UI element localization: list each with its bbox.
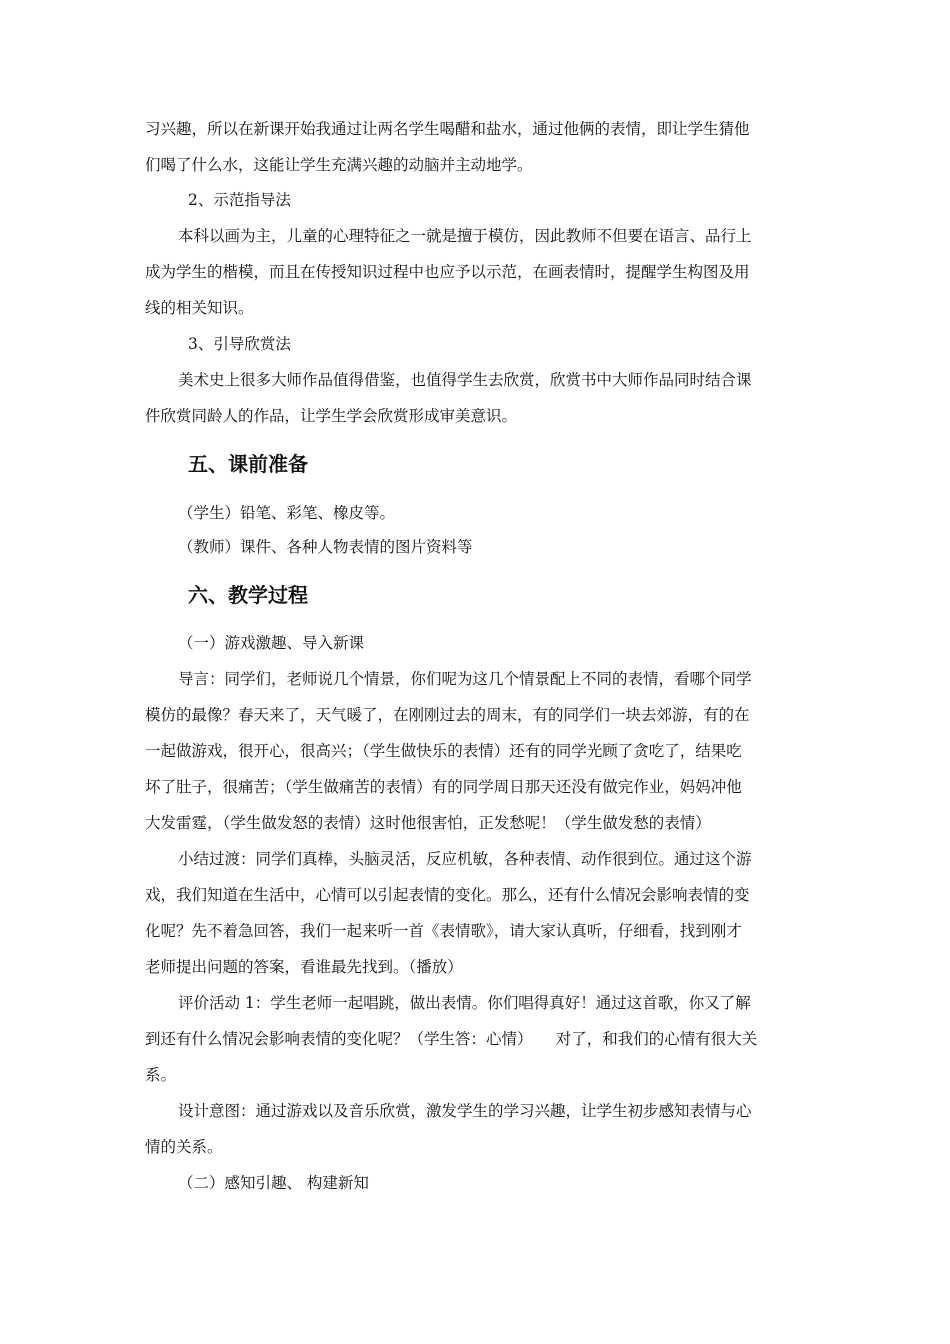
paragraph-line: 习兴趣，所以在新课开始我通过让两名学生喝醋和盐水，通过他俩的表情，即让学生猜他 <box>145 120 750 138</box>
paragraph-line: 老师提出问题的答案，看谁最先找到。（播放） <box>145 958 463 976</box>
paragraph-line: 成为学生的楷模，而且在传授知识过程中也应予以示范，在画表情时，提醒学生构图及用 <box>145 263 750 281</box>
paragraph-line: 美术史上很多大师作品值得借鉴，也值得学生去欣赏，欣赏书中大师作品同时结合课 <box>178 371 752 389</box>
section-item-title: 2、示范指导法 <box>188 191 291 209</box>
paragraph-line: 导言：同学们，老师说几个情景，你们呢为这几个情景配上不同的表情，看哪个同学 <box>178 670 752 688</box>
paragraph-line: 本科以画为主，儿童的心理特征之一就是擅于模仿，因此教师不但要在语言、品行上 <box>178 227 752 245</box>
section-heading-prep: 五、课前准备 <box>188 452 308 476</box>
paragraph-line: 一起做游戏，很开心，很高兴；（学生做快乐的表情）还有的同学光顾了贪吃了，结果吃 <box>145 742 742 760</box>
section-heading-process: 六、教学过程 <box>188 583 308 607</box>
paragraph-line: 小结过渡：同学们真棒，头脑灵活，反应机敏，各种表情、动作很到位。通过这个游 <box>178 850 752 868</box>
paragraph-line: 大发雷霆，（学生做发怒的表情）这时他很害怕，正发愁呢！（学生做发愁的表情） <box>145 814 711 832</box>
paragraph-line: 到还有什么情况会影响表情的变化呢？（学生答：心情） 对了，和我们的心情有很大关 <box>145 1030 758 1048</box>
subsection-title: （一）游戏激趣、导入新课 <box>178 634 365 652</box>
paragraph-line: 系。 <box>145 1066 177 1084</box>
paragraph-line: 模仿的最像？春天来了，天气暖了，在刚刚过去的周末，有的同学们一块去郊游，有的在 <box>145 706 750 724</box>
paragraph-line: 设计意图：通过游戏以及音乐欣赏，激发学生的学习兴趣，让学生初步感知表情与心 <box>178 1102 752 1120</box>
paragraph-line: 化呢？先不着急回答，我们一起来听一首《表情歌》，请大家认真听，仔细看，找到刚才 <box>145 922 742 940</box>
paragraph-line: 坏了肚子，很痛苦；（学生做痛苦的表情）有的同学周日那天还没有做完作业，妈妈冲他 <box>145 778 742 796</box>
paragraph-line: 们喝了什么水，这能让学生充满兴趣的动脑并主动地学。 <box>145 156 533 174</box>
paragraph-line: 情的关系。 <box>145 1138 223 1156</box>
paragraph-line: 评价活动 1：学生老师一起唱跳，做出表情。你们唱得真好！通过这首歌，你又了解 <box>178 994 751 1012</box>
paragraph-line: 戏，我们知道在生活中，心情可以引起表情的变化。那么，还有什么情况会影响表情的变 <box>145 886 750 904</box>
paragraph-line: （学生）铅笔、彩笔、橡皮等。 <box>178 504 396 522</box>
section-item-title: 3、引导欣赏法 <box>188 335 291 353</box>
subsection-title: （二）感知引趣、 构建新知 <box>178 1174 369 1192</box>
paragraph-line: 件欣赏同龄人的作品，让学生学会欣赏形成审美意识。 <box>145 407 518 425</box>
paragraph-line: （教师）课件、各种人物表情的图片资料等 <box>178 538 473 556</box>
paragraph-line: 线的相关知识。 <box>145 299 254 317</box>
